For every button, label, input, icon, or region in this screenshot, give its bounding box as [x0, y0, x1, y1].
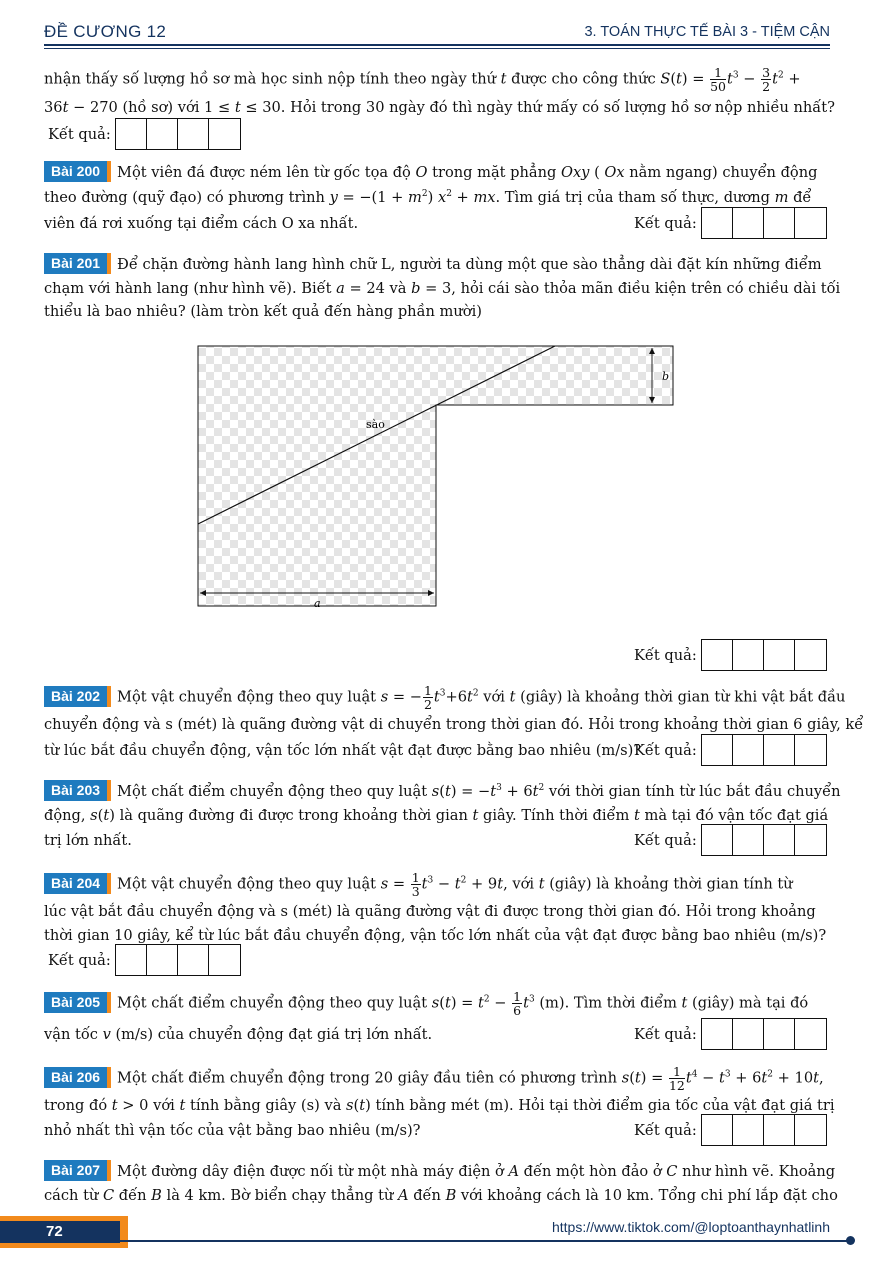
answer-label: Kết quả: — [634, 214, 697, 232]
answer-label: Kết quả: — [634, 831, 697, 849]
answer-boxes[interactable] — [701, 1018, 827, 1050]
intro-line-2: 36t − 270 (hồ sơ) với 1 ≤ t ≤ 30. Hỏi trong 30 ngày đó thì ngày thứ mấy có số lượng hồ sơ nộp nhiều nhất? — [44, 99, 835, 116]
intro-line-1: nhận thấy số lượng hồ sơ mà học sinh nộp tính theo ngày thứ t được cho công thức S(t) = $\frac{1}{50}$ $t^3$ − $\frac{3}{2}$ $t^2$ + — [44, 65, 801, 94]
answer-label: Kết quả: — [634, 1025, 697, 1043]
footer-link[interactable]: https://www.tiktok.com/@loptoanthaynhatlinh — [551, 1219, 830, 1235]
problem-badge: Bài 201 — [44, 253, 111, 274]
label-a: a — [314, 597, 321, 610]
problem-205-line-2: vận tốc v (m/s) của chuyển động đạt giá trị lớn nhất. — [44, 1026, 433, 1043]
header-rule-thin — [44, 48, 830, 49]
problem-203-line-2: động, s(t) là quãng đường đi được trong khoảng thời gian t giây. Tính thời điểm t mà tại đó vận tốc đạt giá — [44, 807, 829, 824]
answer-boxes[interactable] — [701, 207, 827, 239]
problem-201-line-1: Bài 201 Để chặn đường hành lang hình chữ L, người ta dùng một que sào thẳng dài đặt kín những điểm — [44, 253, 830, 277]
header-title: ĐỀ CƯƠNG 12 — [44, 22, 167, 41]
answer-206 — [634, 1114, 827, 1146]
answer-201 — [634, 639, 827, 671]
problem-203-line-3: trị lớn nhất. — [44, 832, 132, 849]
answer-boxes[interactable] — [701, 824, 827, 856]
answer-boxes[interactable] — [701, 639, 827, 671]
problem-205-line-1: Bài 205 Một chất điểm chuyển động theo quy luật $s(t) = t^2$ − $\frac{1}{6}$ $t^3$ (m). Tìm thời điểm t (giây) mà tại đó — [44, 990, 830, 1017]
problem-204-line-3: thời gian 10 giây, kể từ lúc bắt đầu chuyển động, vận tốc lớn nhất của vật đạt được bằng bao nhiêu (m/s)? — [44, 927, 827, 944]
answer-204 — [48, 944, 241, 976]
page-number: 72 — [46, 1223, 63, 1240]
problem-202-line-2: chuyển động và s (mét) là quãng đường vật di chuyển trong thời gian đó. Hỏi trong khoảng thời gian 6 giây, kể — [44, 716, 864, 733]
problem-badge: Bài 205 — [44, 992, 111, 1013]
problem-202-line-3: từ lúc bắt đầu chuyển động, vận tốc lớn nhất vật đạt được bằng bao nhiêu (m/s)? — [44, 742, 642, 759]
problem-203-line-1: Bài 203 Một chất điểm chuyển động theo quy luật $s(t) = -t^3 + 6t^2$ với thời gian tính từ lúc bắt đầu chuyển — [44, 780, 830, 804]
answer-205 — [634, 1018, 827, 1050]
problem-204-line-2: lúc vật bắt đầu chuyển động và s (mét) là quãng đường vật đi được trong thời gian đó. Hỏi trong khoảng — [44, 903, 816, 920]
footer-dot — [846, 1236, 855, 1245]
answer-boxes[interactable] — [701, 734, 827, 766]
problem-badge: Bài 200 — [44, 161, 111, 182]
answer-boxes[interactable] — [115, 118, 241, 150]
label-pole: sào — [366, 418, 385, 431]
answer-intro — [48, 118, 241, 150]
answer-label: Kết quả: — [634, 741, 697, 759]
problem-200-line-3: viên đá rơi xuống tại điểm cách O xa nhất. — [44, 215, 359, 232]
problem-204-line-1: Bài 204 Một vật chuyển động theo quy luật s = $\frac{1}{3}$ $t^3 - t^2 + 9t$, với t (giây) là khoảng thời gian tính từ — [44, 871, 830, 898]
problem-badge: Bài 204 — [44, 873, 111, 894]
answer-label: Kết quả: — [634, 646, 697, 664]
problem-207-line-1: Bài 207 Một đường dây điện được nối từ một nhà máy điện ở A đến một hòn đảo ở C như hình vẽ. Khoảng — [44, 1160, 830, 1184]
answer-200 — [634, 207, 827, 239]
problem-badge: Bài 206 — [44, 1067, 111, 1088]
label-b: b — [662, 370, 670, 383]
answer-boxes[interactable] — [701, 1114, 827, 1146]
problem-206-line-2: trong đó t > 0 với t tính bằng giây (s) và s(t) tính bằng mét (m). Hỏi tại thời điểm gia tốc của vật đạt giá trị — [44, 1097, 835, 1114]
problem-badge: Bài 207 — [44, 1160, 111, 1181]
problem-206-line-1: Bài 206 Một chất điểm chuyển động trong 20 giây đầu tiên có phương trình s(t) = $\frac{1}{12}$ $t^4 - t^3 + 6t^2 + 10t$, — [44, 1065, 830, 1092]
problem-206-line-3: nhỏ nhất thì vận tốc của vật bằng bao nhiêu (m/s)? — [44, 1122, 421, 1139]
answer-label: Kết quả: — [48, 951, 111, 969]
problem-200-line-1: Bài 200 Một viên đá được ném lên từ gốc tọa độ O trong mặt phẳng Oxy ( Ox nằm ngang) chuyển động — [44, 161, 830, 185]
problem-badge: Bài 203 — [44, 780, 111, 801]
corridor-figure — [190, 340, 680, 620]
problem-207-line-2: cách từ C đến B là 4 km. Bờ biển chạy thẳng từ A đến B với khoảng cách là 10 km. Tổng chi phí lắp đặt cho — [44, 1187, 838, 1204]
answer-202 — [634, 734, 827, 766]
answer-203 — [634, 824, 827, 856]
footer-rule — [120, 1240, 852, 1242]
problem-201-line-2: chạm với hành lang (như hình vẽ). Biết a = 24 và b = 3, hỏi cái sào thỏa mãn điều kiện trên có chiều dài tối — [44, 280, 841, 297]
problem-202-line-1: Bài 202 Một vật chuyển động theo quy luật s = − $\frac{1}{2}$ $t^3+6t^2$ với t (giây) là khoảng thời gian từ khi vật bắt đầu — [44, 684, 830, 711]
answer-label: Kết quả: — [48, 125, 111, 143]
problem-badge: Bài 202 — [44, 686, 111, 707]
answer-boxes[interactable] — [115, 944, 241, 976]
header-section: 3. TOÁN THỰC TẾ BÀI 3 - TIỆM CẬN — [584, 24, 830, 40]
problem-200-line-2: theo đường (quỹ đạo) có phương trình $y = -(1 + m^2)$ $x^2$ + mx. Tìm giá trị của tham số thực, dương m để — [44, 189, 812, 206]
header-rule — [44, 44, 830, 46]
problem-201-line-3: thiểu là bao nhiêu? (làm tròn kết quả đến hàng phần mười) — [44, 303, 482, 320]
answer-label: Kết quả: — [634, 1121, 697, 1139]
